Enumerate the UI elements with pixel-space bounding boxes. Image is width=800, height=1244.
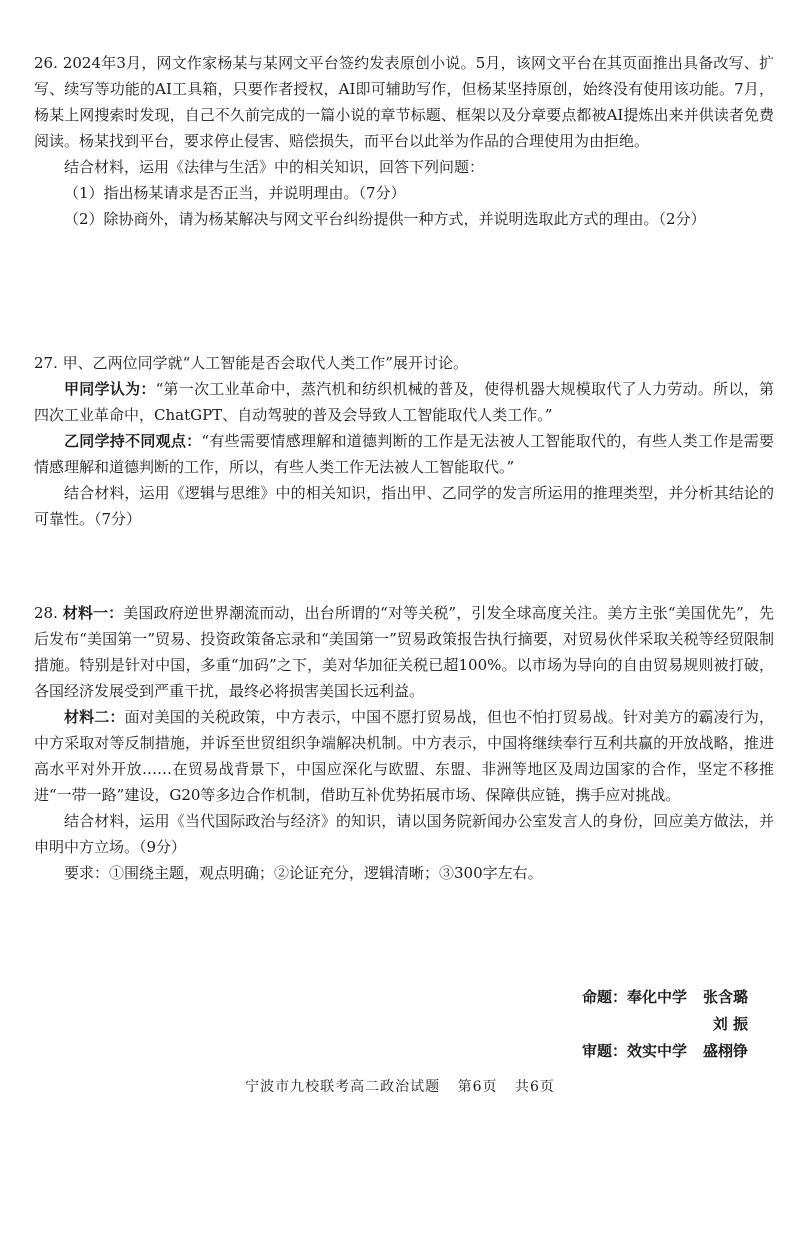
q26-sub2: （2）除协商外，请为杨某解决与网文平台纠纷提供一种方式，并说明选取此方式的理由。（2分） <box>64 210 706 228</box>
footer-page-total: 共6页 <box>514 1079 555 1095</box>
proposer-label: 命题：奉化中学 <box>581 988 687 1006</box>
q27-b-label: 乙同学持不同观点： <box>64 432 202 450</box>
q27-student-a <box>34 376 774 428</box>
reviewer-label: 审题：效实中学 <box>581 1042 687 1060</box>
q28-requirements: 要求：①围绕主题，观点明确；②论证充分，逻辑清晰；③300字左右。 <box>64 864 543 882</box>
proposer-row-2 <box>582 1011 748 1038</box>
q28-m1-label: 材料一： <box>62 604 124 622</box>
question-27 <box>34 350 774 532</box>
question-26 <box>34 50 774 232</box>
proposer-name-2: 刘 振 <box>712 1015 748 1033</box>
page-footer <box>0 1074 800 1100</box>
author-credits <box>582 984 748 1065</box>
q27-b-text: “有些需要情感理解和道德判断的工作是无法被人工智能取代的，有些人类工作是需要情感理解和道德判断的工作，所以，有些人类工作无法被人工智能取代。” <box>34 432 774 476</box>
reviewer-row <box>582 1038 748 1065</box>
reviewer-name: 盛栩铮 <box>702 1042 748 1060</box>
q28-num: 28. <box>34 604 58 622</box>
q27-prompt: 结合材料，运用《逻辑与思维》中的相关知识，指出甲、乙同学的发言所运用的推理类型，并分析其结论的可靠性。（7分） <box>34 484 774 528</box>
q27-intro: 27. 甲、乙两位同学就“人工智能是否会取代人类工作”展开讨论。 <box>34 354 468 372</box>
q28-m2-label: 材料二： <box>64 708 125 726</box>
footer-exam-title: 宁波市九校联考高二政治试题 <box>245 1079 441 1095</box>
q28-m1-text: 美国政府逆世界潮流而动，出台所谓的“对等关税”，引发全球高度关注。美方主张“美国优先”，先后发布“美国第一”贸易、投资政策备忘录和“美国第一”贸易政策报告执行摘要，对贸易伙伴采取关税等经贸限制措施。特别是针对中国，多重“加码”之下，美对华加征关税已超100%。以市场为导向的自由贸易规则被打破，各国经济发展受到严重干扰，最终必将损害美国长远利益。 <box>34 604 774 700</box>
q27-a-text: “第一次工业革命中，蒸汽机和纺织机械的普及，使得机器大规模取代了人力劳动。所以，第四次工业革命中，ChatGPT、自动驾驶的普及会导致人工智能取代人类工作。” <box>34 380 774 424</box>
q26-prompt: 结合材料，运用《法律与生活》中的相关知识，回答下列问题： <box>64 158 485 176</box>
q26-sub1: （1）指出杨某请求是否正当，并说明理由。（7分） <box>64 184 406 202</box>
q28-material-2 <box>34 704 774 808</box>
q27-a-label: 甲同学认为： <box>64 380 156 398</box>
proposer-row <box>582 984 748 1011</box>
footer-page-number: 第6页 <box>457 1079 498 1095</box>
q28-m2-text: 面对美国的关税政策，中方表示，中国不愿打贸易战，但也不怕打贸易战。针对美方的霸凌行为，中方采取对等反制措施，并诉至世贸组织争端解决机制。中方表示，中国将继续奉行互利共赢的开放战略，推进高水平对外开放……在贸易战背景下，中国应深化与欧盟、东盟、非洲等地区及周边国家的合作，坚定不移推进“一带一路”建设，G20等多边合作机制，借助互补优势拓展市场、保障供应链，携手应对挑战。 <box>34 708 774 804</box>
q28-material-1 <box>34 600 774 704</box>
proposer-name-1: 张含璐 <box>702 988 748 1006</box>
q27-student-b <box>34 428 774 480</box>
q28-prompt: 结合材料，运用《当代国际政治与经济》的知识，请以国务院新闻办公室发言人的身份，回应美方做法，并申明中方立场。（9分） <box>34 812 774 856</box>
question-28 <box>34 600 774 886</box>
q26-material: 26. 2024年3月，网文作家杨某与某网文平台签约发表原创小说。5月，该网文平台在其页面推出具备改写、扩写、续写等功能的AI工具箱，只要作者授权，AI即可辅助写作，但杨某坚持原创，始终没有使用该功能。7月，杨某上网搜索时发现，自己不久前完成的一篇小说的章节标题、框架以及分章要点都被AI提炼出来并供读者免费阅读。杨某找到平台，要求停止侵害、赔偿损失，而平台以此举为作品的合理使用为由拒绝。 <box>34 54 774 150</box>
